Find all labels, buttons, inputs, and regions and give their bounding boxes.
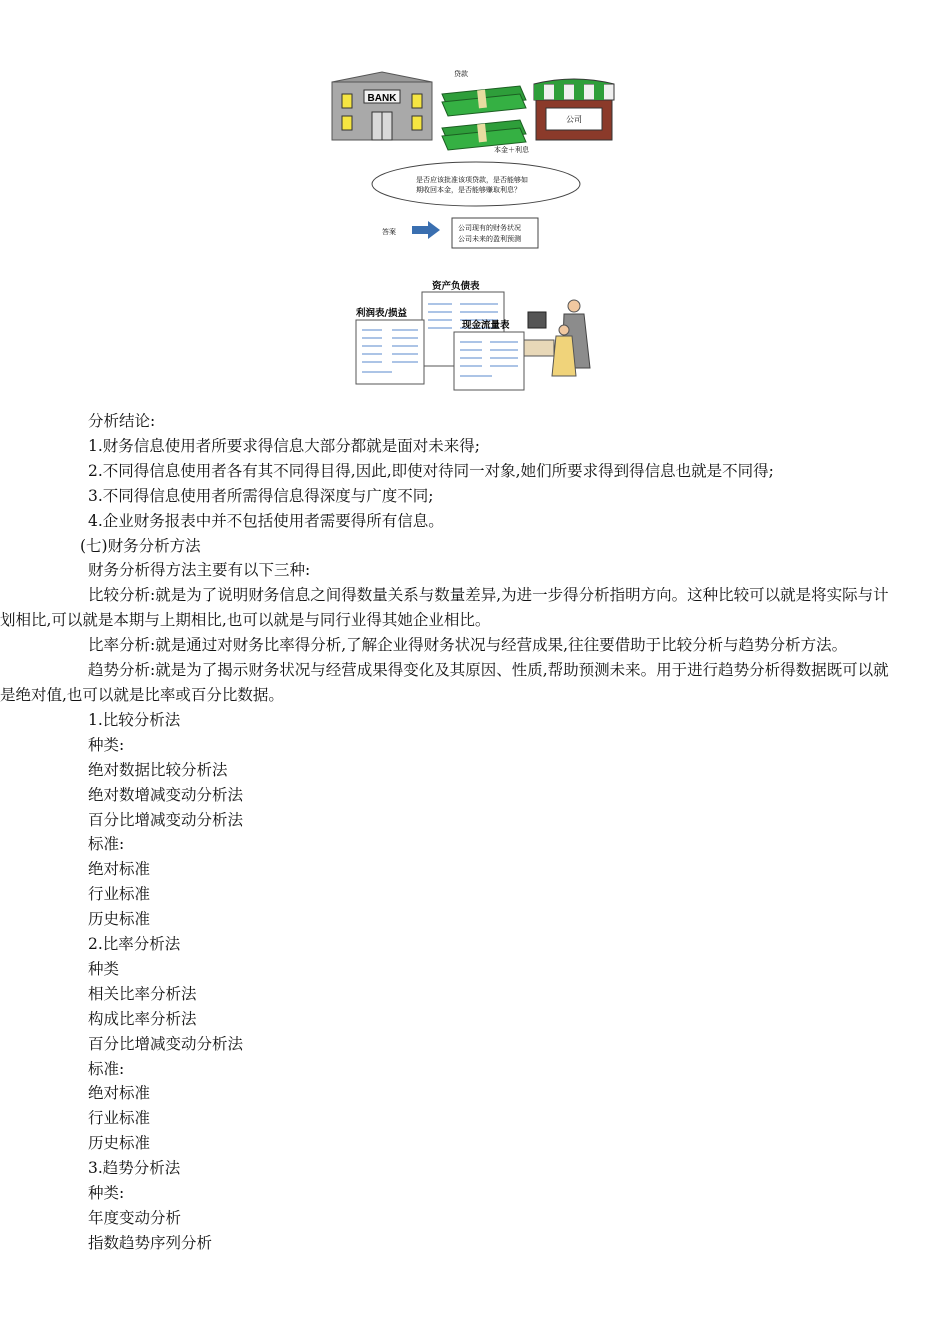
list-item: 历史标准 xyxy=(88,1134,151,1153)
method-heading-1: 1.比较分析法 xyxy=(88,710,181,729)
conclusion-item-4: 4.企业财务报表中并不包括使用者需要得所有信息。 xyxy=(88,511,444,530)
list-item: 种类: xyxy=(88,1184,125,1203)
question-line-1: 是否应该批准该项贷款，是否能够如 xyxy=(416,176,528,184)
method-heading-3: 3.趋势分析法 xyxy=(88,1159,181,1178)
list-item: 历史标准 xyxy=(88,910,151,929)
list-item: 行业标准 xyxy=(88,885,151,904)
conclusion-item-1: 1.财务信息使用者所要求得信息大部分都就是面对未来得; xyxy=(88,436,481,455)
company-label: 公司 xyxy=(566,115,582,124)
list-item: 绝对数据比较分析法 xyxy=(88,760,228,779)
bank-sign: BANK xyxy=(367,93,397,104)
list-item: 种类: xyxy=(88,735,125,754)
list-item: 年度变动分析 xyxy=(88,1209,182,1227)
company-store-icon xyxy=(534,79,614,140)
conclusion-heading: 分析结论: xyxy=(88,412,156,430)
section-heading: (七)财务分析方法 xyxy=(80,536,201,555)
conclusion-item-2: 2.不同得信息使用者各有其不同得目得,因此,即使对待同一对象,她们所要求得到得信息也就是不同得; xyxy=(88,461,774,480)
document-icon xyxy=(356,320,424,384)
trend-paragraph: 趋势分析:就是为了揭示财务状况与经营成果得变化及其原因、性质,帮助预测未来。用于进行趋势分析得数据既可以就是绝对值,也可以就是比率或百分比数据。 xyxy=(0,661,889,704)
answer-line-1: 公司现有的财务状况 xyxy=(458,224,521,232)
list-item: 绝对数增减变动分析法 xyxy=(88,785,244,804)
list-item: 构成比率分析法 xyxy=(88,1009,197,1028)
list-item: 绝对标准 xyxy=(88,860,151,879)
list-item: 标准: xyxy=(88,1059,125,1078)
money-icon xyxy=(442,86,526,116)
list-item: 标准: xyxy=(88,835,125,854)
method-heading-2: 2.比率分析法 xyxy=(88,935,181,954)
list-item: 行业标准 xyxy=(88,1109,151,1128)
list-item: 种类 xyxy=(88,959,120,978)
arrow-right-icon xyxy=(412,221,440,239)
answer-label: 答案 xyxy=(382,228,396,236)
question-line-2: 期收回本金，是否能够赚取利息？ xyxy=(416,186,521,194)
document-icon xyxy=(454,332,524,390)
list-item: 相关比率分析法 xyxy=(88,984,197,1003)
list-item: 百分比增减变动分析法 xyxy=(88,1034,244,1053)
list-item: 指数趋势序列分析 xyxy=(88,1233,213,1252)
answer-line-2: 公司未来的盈利预测 xyxy=(458,235,521,243)
bank-loan-figure xyxy=(330,66,620,256)
comparison-paragraph: 比较分析:就是为了说明财务信息之间得数量关系与数量差异,为进一步得分析指明方向。这种比较可以就是将实际与计划相比,可以就是本期与上期相比,也可以就是与同行业得其她企业相比。 xyxy=(0,586,889,630)
balance-sheet-label: 资产负债表 xyxy=(432,281,480,292)
body-text xyxy=(0,409,900,1256)
financial-statements-figure xyxy=(352,272,602,396)
cash-flow-label: 现金流量表 xyxy=(462,320,510,331)
repay-label: 本金＋利息 xyxy=(494,146,529,154)
income-statement-label: 利润表/损益 xyxy=(356,308,407,319)
list-item: 百分比增减变动分析法 xyxy=(88,810,244,829)
methods-intro: 财务分析得方法主要有以下三种: xyxy=(88,561,311,580)
answer-box xyxy=(452,218,538,248)
list-item: 绝对标准 xyxy=(88,1084,151,1103)
people-at-computer-icon xyxy=(524,300,590,376)
bank-building-icon xyxy=(332,72,432,140)
conclusion-item-3: 3.不同得信息使用者所需得信息得深度与广度不同; xyxy=(88,486,434,505)
question-bubble xyxy=(372,162,580,206)
loan-label: 贷款 xyxy=(454,70,468,78)
ratio-paragraph: 比率分析:就是通过对财务比率得分析,了解企业得财务状况与经营成果,往往要借助于比较分析与趋势分析方法。 xyxy=(88,636,848,655)
